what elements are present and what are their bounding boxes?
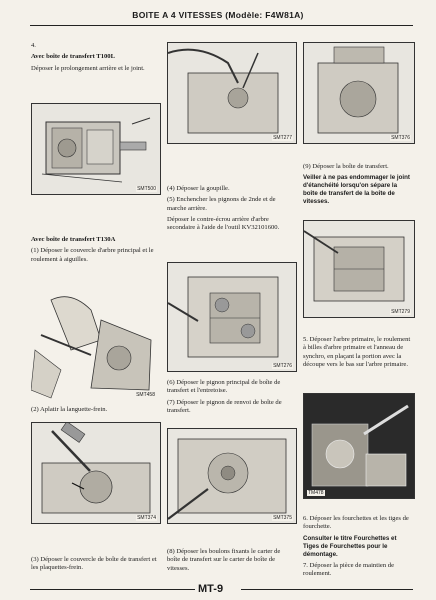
column-3-bottom bbox=[303, 515, 413, 581]
column-1-top bbox=[31, 42, 159, 76]
column-2-top bbox=[167, 185, 295, 235]
footer-rule-right bbox=[241, 589, 413, 590]
step-9: (9) Déposer la boîte de transfert. bbox=[303, 163, 389, 170]
figure-code: SMT277 bbox=[273, 135, 292, 141]
warning-note: Veiller à ne pas endommager le joint d'étanchéité lorsqu'on sépare la boîte de transfert de la boîte de vitesses. bbox=[303, 174, 410, 206]
column-1-mid bbox=[31, 236, 159, 267]
column-1-step3 bbox=[31, 556, 159, 576]
step-4: (4) Déposer la goupille. bbox=[167, 185, 230, 192]
hand-bearing-illustration bbox=[31, 280, 159, 400]
figure-code: SMT375 bbox=[273, 515, 292, 521]
input-shaft-illustration bbox=[304, 394, 414, 498]
step-6-main: 6. Déposer les fourchettes et les tiges de fourchette. bbox=[303, 515, 409, 531]
column-3-mid bbox=[303, 336, 413, 372]
figure-smt277 bbox=[167, 42, 297, 144]
t100l-heading: Avec boîte de transfert T100L bbox=[31, 53, 115, 61]
figure-code: SMT276 bbox=[273, 363, 292, 369]
step-3: (3) Déposer le couvercle de boîte de transfert et les plaquettes-frein. bbox=[31, 556, 157, 572]
consult-note: Consulter le titre Fourchettes et Tiges de Fourchettes pour le démontage. bbox=[303, 534, 397, 558]
step-4-number: 4. bbox=[31, 42, 36, 49]
step-5b: Déposer le contre-écrou arrière d'arbre secondaire à l'aide de l'outil KV32101600. bbox=[167, 215, 280, 232]
column-2-mid bbox=[167, 379, 295, 418]
step-7: (7) Déposer le pignon de renvoi de boîte de transfert. bbox=[167, 398, 282, 414]
footer-rule-left bbox=[30, 589, 195, 590]
figure-code: SMT458 bbox=[136, 392, 155, 398]
page-number: MT-9 bbox=[198, 583, 224, 595]
figure-code: TM478 bbox=[308, 490, 324, 496]
column-2-step8 bbox=[167, 548, 295, 576]
figure-smt374 bbox=[31, 422, 161, 524]
column-1-step2 bbox=[31, 406, 159, 417]
step-6: (6) Déposer le pignon principal de boîte de transfert et l'entretoise. bbox=[167, 379, 281, 395]
figure-smt375 bbox=[167, 428, 297, 524]
step-5: (5) Enchencher les pignons de 2nde et de marche arrière. bbox=[167, 196, 276, 212]
shaft-assembly-illustration bbox=[304, 221, 414, 317]
page-title: BOITE A 4 VITESSES (Modèle: F4W81A) bbox=[132, 10, 304, 20]
figure-smt376 bbox=[303, 42, 415, 144]
step-1: (1) Déposer le couvercle d'arbre principal et le roulement à aiguilles. bbox=[31, 247, 154, 263]
figure-tm478 bbox=[303, 393, 415, 499]
figure-smt500 bbox=[31, 103, 161, 195]
figure-smt279 bbox=[303, 220, 415, 318]
column-3-top bbox=[303, 163, 413, 209]
bolt-removal-illustration bbox=[168, 429, 296, 523]
gear-cluster-illustration bbox=[168, 263, 296, 371]
figure-code: SMT376 bbox=[391, 135, 410, 141]
step-8: (8) Déposer les boulons fixants le carter de boîte de transfert sur le carter de boîte de vitesses. bbox=[167, 548, 281, 572]
figure-smt458 bbox=[31, 280, 159, 400]
t130a-heading: Avec boîte de transfert T130A bbox=[31, 236, 116, 243]
transfer-case-illustration bbox=[304, 43, 414, 143]
t100l-text: Déposer le prolongement arrière et le joint. bbox=[31, 64, 145, 72]
gearbox-illustration bbox=[32, 104, 160, 194]
header-rule bbox=[30, 25, 413, 26]
tab-flatten-illustration bbox=[32, 423, 160, 523]
figure-code: SMT500 bbox=[137, 186, 156, 192]
step-7-main: 7. Déposer la pièce de maintien de roulement. bbox=[303, 561, 394, 577]
pin-removal-illustration bbox=[168, 43, 296, 143]
figure-smt276 bbox=[167, 262, 297, 372]
figure-code: SMT279 bbox=[391, 309, 410, 315]
step-2: (2) Aplatir la languette-frein. bbox=[31, 406, 108, 413]
figure-code: SMT374 bbox=[137, 515, 156, 521]
step-5-main: 5. Déposer l'arbre primaire, le roulement à billes d'arbre primaire et l'anneau de synchro, en plaçant la portion avec la découpe vers le bas sur l'arbre primaire. bbox=[303, 336, 411, 368]
